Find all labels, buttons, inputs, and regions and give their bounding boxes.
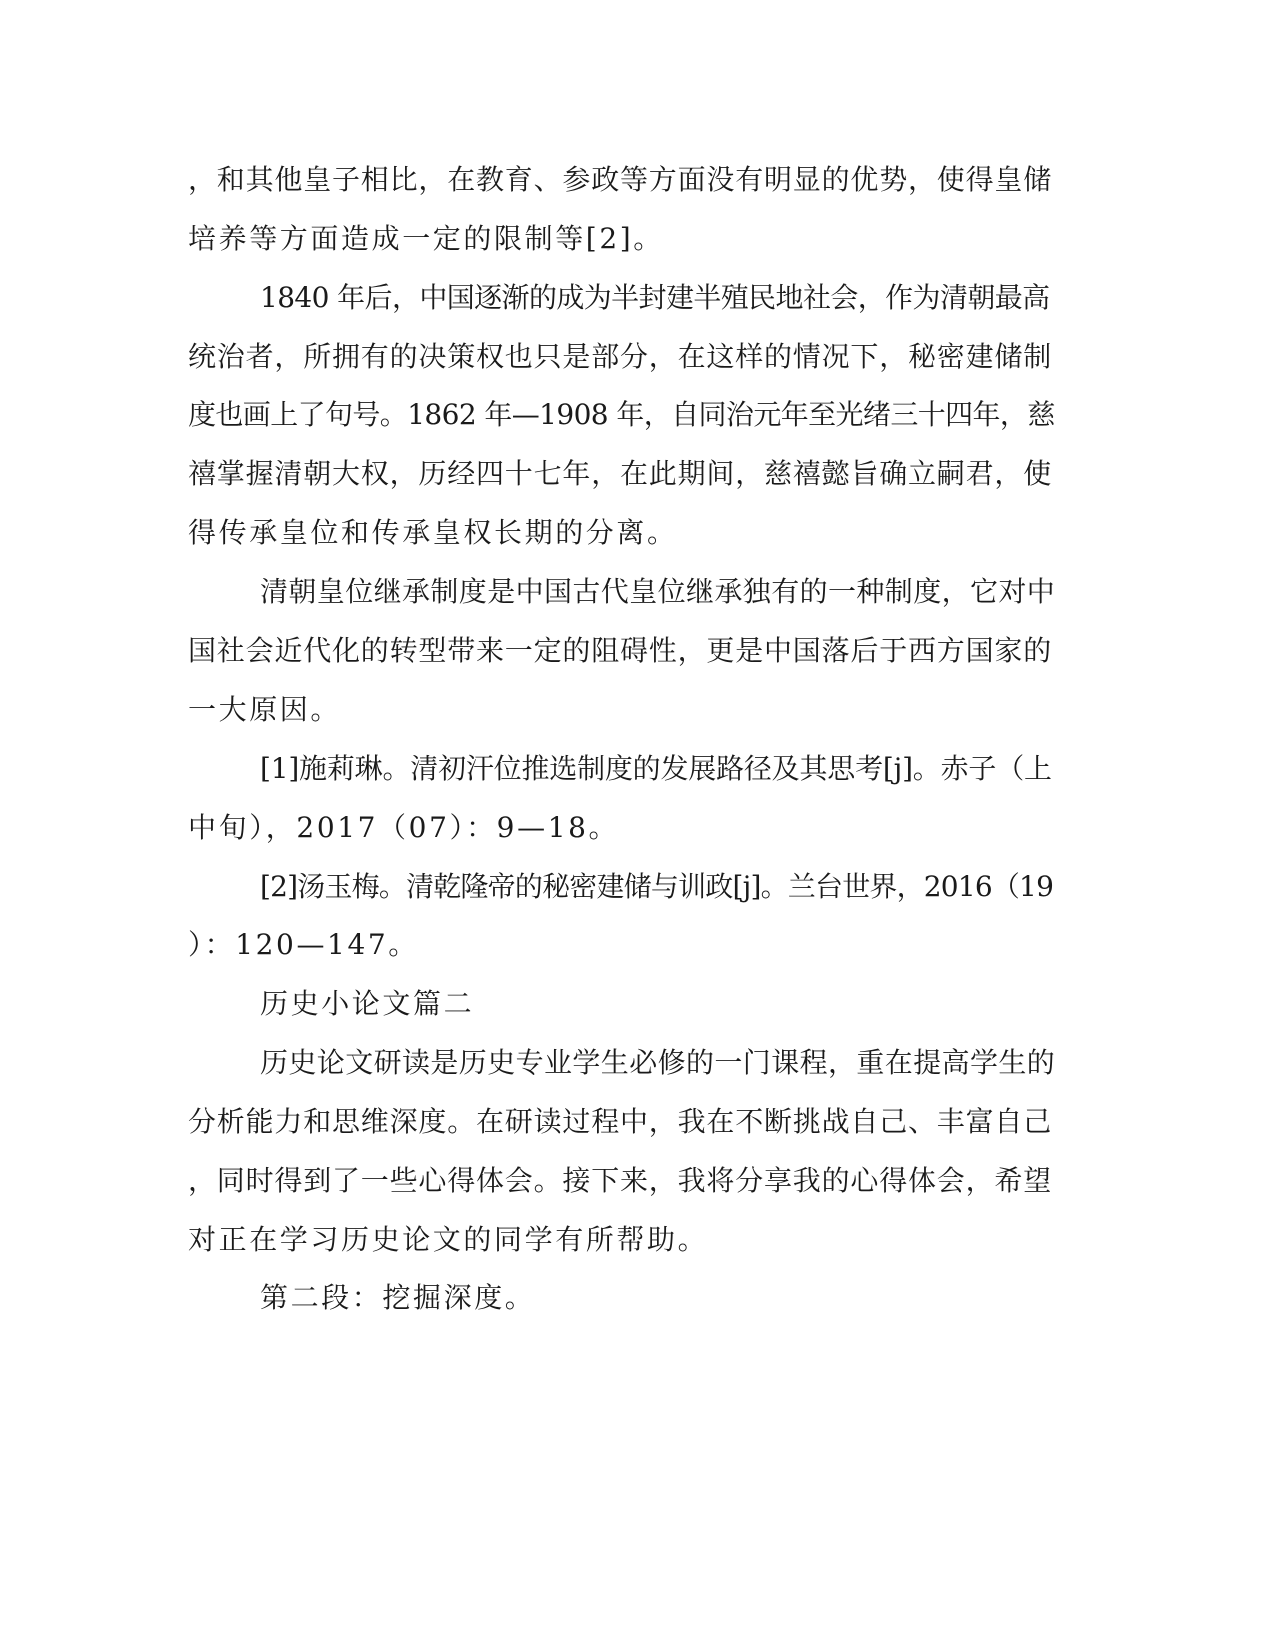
- text-line: 国社会近代化的转型带来一定的阻碍性，更是中国落后于西方国家的: [188, 634, 1053, 667]
- reference-line: 中旬），2017（07）：9—18。: [188, 811, 620, 844]
- text-line: 禧掌握清朝大权，历经四十七年，在此期间，慈禧懿旨确立嗣君，使: [188, 457, 1053, 490]
- text-line: ，同时得到了一些心得体会。接下来，我将分享我的心得体会，希望: [188, 1164, 1053, 1197]
- section-heading: 历史小论文篇二: [260, 987, 475, 1020]
- text-line: 统治者，所拥有的决策权也只是部分，在这样的情况下，秘密建储制: [188, 340, 1053, 373]
- text-line: 得传承皇位和传承皇权长期的分离。: [188, 516, 678, 549]
- reference-line: ）：120—147。: [188, 928, 419, 961]
- paragraph-start-line: 1840 年后，中国逐渐的成为半封建半殖民地社会，作为清朝最高: [260, 281, 1050, 314]
- text-line: ，和其他皇子相比，在教育、参政等方面没有明显的优势，使得皇储: [188, 163, 1053, 196]
- section-subheading: 第二段：挖掘深度。: [260, 1281, 536, 1314]
- text-line: 一大原因。: [188, 693, 342, 726]
- text-line: 分析能力和思维深度。在研读过程中，我在不断挑战自己、丰富自己: [188, 1105, 1053, 1138]
- text-line: 对正在学习历史论文的同学有所帮助。: [188, 1223, 709, 1256]
- reference-line: [2]汤玉梅。清乾隆帝的秘密建储与训政[j]。兰台世界，2016（19: [260, 870, 1054, 903]
- reference-line: [1]施莉琳。清初汗位推选制度的发展路径及其思考[j]。赤子（上: [260, 752, 1052, 785]
- text-line: 培养等方面造成一定的限制等[2]。: [188, 222, 664, 255]
- paragraph-start-line: 清朝皇位继承制度是中国古代皇位继承独有的一种制度，它对中: [260, 575, 1056, 608]
- paragraph-start-line: 历史论文研读是历史专业学生必修的一门课程，重在提高学生的: [260, 1046, 1056, 1079]
- text-line: 度也画上了句号。1862 年—1908 年，自同治元年至光绪三十四年，慈: [188, 398, 1055, 431]
